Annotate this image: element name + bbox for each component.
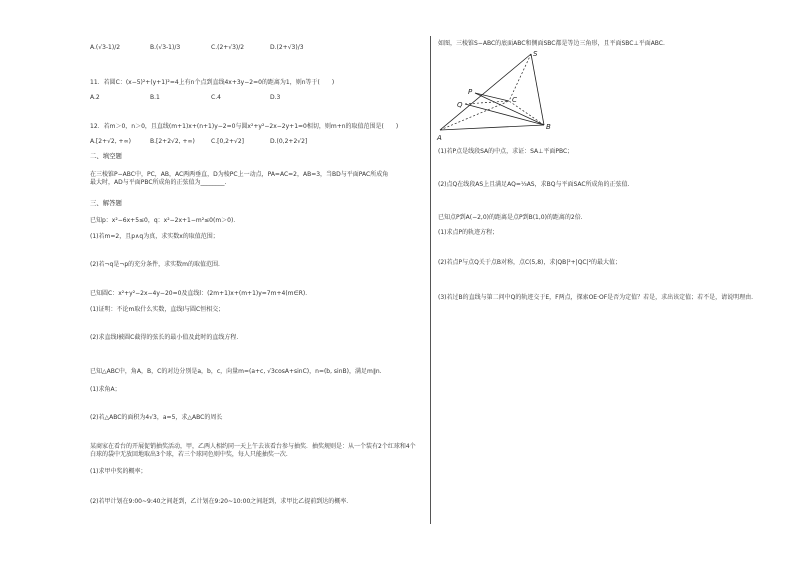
q11-option-d: D.3 bbox=[270, 94, 281, 101]
qcircle-stem: 已知圆C：x²+y²−2x−4y−20=0及直线l：(2m+1)x+(m+1)y=7m+4(m∈R)． bbox=[90, 290, 312, 297]
qp-part2: (2)若¬q是¬p的充分条件，求实数m的取值范围. bbox=[90, 261, 220, 268]
qp-stem: 已知p：x²−6x+5≤0，q：x²−2x+1−m²≤0(m＞0)． bbox=[90, 217, 240, 224]
q10-option-c: C.(2+√3)/2 bbox=[211, 44, 245, 51]
qlocus-part1: (1)求点P的轨迹方程； bbox=[438, 229, 499, 236]
label-s: S bbox=[533, 50, 538, 58]
qcircle-part1: (1)证明：不论m取什么实数，直线l与圆C恒相交； bbox=[90, 306, 225, 313]
label-b: B bbox=[546, 123, 551, 131]
edge-sa bbox=[440, 54, 531, 130]
qlottery-part2: (2)若甲计划在9:00~9:40之间赶到，乙计划在9:20~10:00之间赶到，求甲比乙提前到达的概率. bbox=[90, 498, 349, 505]
column-divider bbox=[430, 36, 431, 524]
qpyr-part2: (2)点Q在线段AS上且满足AQ=⅓AS，求BQ与平面SAC所成角的正弦值. bbox=[438, 181, 630, 188]
qtri-part2: (2)若△ABC的面积为4√3，a=5，求△ABC的周长 bbox=[90, 414, 223, 421]
qlocus-stem: 已知点P到A(−2,0)的距离是点P到B(1,0)的距离的2倍. bbox=[438, 214, 583, 221]
pyramid-figure bbox=[435, 50, 565, 142]
q11-option-b: B.1 bbox=[150, 94, 160, 101]
section-answer-heading: 三、解答题 bbox=[90, 199, 122, 207]
qlottery-stem: 某商家在看台的开展促销抽奖活动，甲，乙两人相约同一天上午去该看台参与抽奖．抽奖规则是：从一个装有2个红球和4个白球的袋中无放回地取出3个球，若三个球同色则中奖，每人只能抽奖一次. bbox=[90, 443, 416, 458]
qtri-stem: 已知△ABC中，角A，B，C的对边分别是a，b，c，向量m=(a+c, √3cosA+sinC)，n=(b, sinB)，满足m∥n. bbox=[90, 368, 382, 375]
q11-stem: 11．若圆C：(x−5)²+(y+1)²=4上有n个点到直线4x+3y−2=0的距离为1，则n等于( ) bbox=[90, 79, 335, 86]
label-c: C bbox=[512, 96, 517, 104]
edge-sc bbox=[509, 54, 531, 101]
label-a: A bbox=[437, 134, 442, 142]
qcircle-part2: (2)求直线l被圆C截得的弦长的最小值及此时的直线方程. bbox=[90, 334, 239, 341]
qpyr-stem: 如图，三棱锥S−ABC的底面ABC和侧面SBC都是等边三角形，且平面SBC⊥平面ABC. bbox=[438, 40, 665, 47]
q10-option-b: B.(√3-1)/3 bbox=[150, 44, 181, 51]
label-p: P bbox=[468, 88, 473, 96]
edge-bc bbox=[509, 101, 544, 125]
edge-ac bbox=[440, 101, 509, 130]
q10-option-d: D.(2+√3)/3 bbox=[270, 44, 304, 51]
edge-sb bbox=[531, 54, 544, 125]
q11-option-a: A.2 bbox=[90, 94, 100, 101]
qpyr-part1: (1)若P点是线段SA的中点，求证：SA⊥平面PBC； bbox=[438, 148, 574, 155]
qlocus-part3: (3)若过B的直线与第二问中Q的轨迹交于E，F两点，探索OE·OF是否为定值？若是，求出该定值；若不是，请说明理由. bbox=[438, 294, 754, 301]
edge-ab bbox=[440, 125, 544, 130]
section-fill-heading: 二、填空题 bbox=[90, 152, 122, 160]
qlottery-part1: (1)求甲中奖的概率； bbox=[90, 468, 147, 475]
fill-question: 在三棱锥P−ABC中，PC，AB，AC两两垂直，D为棱PC上一动点，PA=AC=2，AB=3，当BD与平面PAC所成角最大时，AD与平面PBC所成角的正弦值为________. bbox=[90, 171, 389, 186]
qlocus-part2: (2)若点P与点Q关于点B对称，点C(5,8)，求|QB|²+|QC|²的最大值； bbox=[438, 259, 622, 266]
qtri-part1: (1)求角A； bbox=[90, 386, 121, 393]
q12-stem: 12．若m＞0，n＞0，且直线(m+1)x+(n+1)y−2=0与圆x²+y²−2x−2y+1=0相切，则m+n的取值范围是( ) bbox=[90, 123, 399, 130]
q12-option-c: C.[0,2+√2] bbox=[211, 138, 244, 145]
qp-part1: (1)若m=2，且p∧q为真，求实数x的取值范围； bbox=[90, 233, 219, 240]
label-q: Q bbox=[457, 101, 463, 109]
q12-option-b: B.[2+2√2, +∞) bbox=[150, 138, 195, 145]
q11-option-c: C.4 bbox=[211, 94, 221, 101]
q12-option-d: D.(0,2+2√2] bbox=[270, 138, 308, 145]
q12-option-a: A.[2+√2, +∞) bbox=[90, 138, 131, 145]
edge-qb bbox=[465, 104, 544, 125]
q10-option-a: A.(√3-1)/2 bbox=[90, 44, 121, 51]
